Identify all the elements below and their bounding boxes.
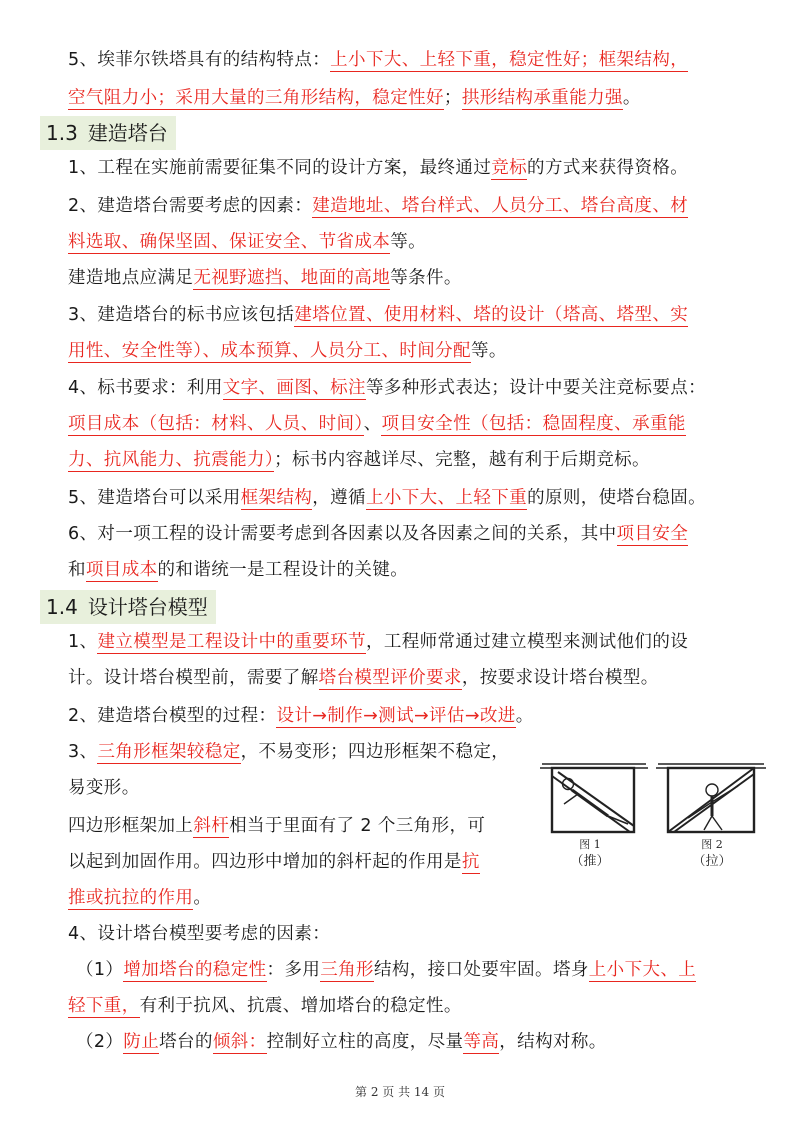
text: ，遵循 <box>312 488 366 508</box>
text: 1、工程在实施前需要征集不同的设计方案，最终通过 <box>68 158 492 178</box>
figure-1-label: 图 1 <box>579 838 601 851</box>
text: 以起到加固作用。四边形中增加的斜杆起的作用是 <box>68 852 462 872</box>
text: 。 <box>193 888 212 908</box>
eiffel-point-line-1 <box>68 48 688 72</box>
text: 等。 <box>470 341 507 361</box>
figure-2-caption: （拉） <box>692 854 732 869</box>
answer-text: 防止 <box>123 1032 160 1052</box>
frame-figure-drawing <box>538 758 768 870</box>
answer-text: 框架结构 <box>240 488 313 508</box>
text: 塔台的 <box>159 1032 213 1052</box>
text: 4、设计塔台模型要考虑的因素： <box>68 924 331 944</box>
text: 6、对一项工程的设计需要考虑到各因素以及各因素之间的关系，其中 <box>68 524 617 544</box>
answer-text: 塔台模型评价要求 <box>318 668 462 688</box>
frame-push-pull-figure <box>538 758 768 870</box>
text: 2、建造塔台模型的过程： <box>68 706 277 726</box>
text: （1） <box>76 960 124 980</box>
item-5-line <box>68 486 706 510</box>
figure-1-caption: （推） <box>570 854 610 869</box>
text: 。 <box>515 706 534 726</box>
text: （2） <box>76 1032 124 1052</box>
answer-text: 等高 <box>463 1032 500 1052</box>
answer-text: 三角形 <box>320 960 374 980</box>
text: 5、埃菲尔铁塔具有的结构特点： <box>68 50 331 70</box>
page-footer: 第 2 页 共 14 页 <box>355 1085 445 1099</box>
text: 的原则，使塔台稳固。 <box>527 488 707 508</box>
design-item-3-line-4 <box>68 850 480 874</box>
design-item-3-line-2 <box>68 776 140 800</box>
answer-text: 建立模型是工程设计中的重要环节 <box>97 632 366 652</box>
item-2-line-2 <box>68 230 426 254</box>
section-title: 建造塔台 <box>87 121 168 145</box>
design-item-4-1-line-2 <box>68 994 462 1018</box>
text: 建造地点应满足 <box>68 268 194 288</box>
design-item-4-2-line <box>76 1030 607 1054</box>
answer-text: 力、抗风能力、抗震能力） <box>68 450 275 470</box>
eiffel-point-line-2 <box>68 86 641 110</box>
item-3-line-2 <box>68 339 507 363</box>
answer-text: 轻下重， <box>68 996 140 1016</box>
text: 易变形。 <box>68 778 140 798</box>
answer-text: 抗 <box>461 852 480 872</box>
text: 等条件。 <box>390 268 462 288</box>
text: 3、 <box>68 742 98 762</box>
figure-2-label: 图 2 <box>701 838 723 851</box>
text: ，不易变形；四边形框架不稳定， <box>240 742 510 762</box>
design-item-3-line-3 <box>68 814 485 838</box>
item-4-line-2 <box>68 412 686 436</box>
text: 1、 <box>68 632 98 652</box>
text: ，按要求设计塔台模型。 <box>461 668 659 688</box>
text: 控制好立柱的高度，尽量 <box>266 1032 464 1052</box>
answer-text: 项目成本（包括：材料、人员、时间） <box>68 414 364 434</box>
text: ：多用 <box>266 960 321 980</box>
answer-text: 项目安全性（包括：稳固程度、承重能 <box>381 414 686 434</box>
item-2-line-1 <box>68 194 688 218</box>
text: 和 <box>68 560 86 580</box>
text: 3、建造塔台的标书应该包括 <box>68 305 295 325</box>
section-heading-1-4 <box>40 590 216 624</box>
answer-text: 设计→制作→测试→评估→改进 <box>276 706 516 726</box>
text: 5、建造塔台可以采用 <box>68 488 241 508</box>
text: 计。设计塔台模型前，需要了解 <box>68 668 319 688</box>
answer-text: 拱形结构承重能力强 <box>461 88 623 108</box>
answer-text: 推或抗拉的作用 <box>68 888 194 908</box>
design-item-1-line-1 <box>68 630 688 654</box>
text: 、 <box>363 414 382 434</box>
answer-text: 斜杆 <box>193 816 230 836</box>
design-item-2-line <box>68 704 534 728</box>
text: 四边形框架加上 <box>68 816 194 836</box>
text: ，结构对称。 <box>499 1032 607 1052</box>
item-6-line-2 <box>68 558 408 582</box>
design-item-4-line <box>68 922 330 946</box>
section-heading-1-3 <box>40 116 176 150</box>
text: 的方式来获得资格。 <box>527 158 689 178</box>
text: ；标书内容越详尽、完整，越有利于后期竞标。 <box>274 450 650 470</box>
section-number: 1.4 <box>46 595 78 619</box>
answer-text: 上小下大、上轻下重，稳定性好；框架结构， <box>330 50 689 70</box>
text: 相当于里面有了 2 个三角形，可 <box>229 816 486 836</box>
item-4-line-1 <box>68 376 706 400</box>
text: 。 <box>622 88 641 108</box>
design-item-3-line-5 <box>68 886 211 910</box>
answer-text: 倾斜： <box>212 1032 267 1052</box>
text: 有利于抗风、抗震、增加塔台的稳定性。 <box>139 996 462 1016</box>
item-1-line <box>68 156 688 180</box>
answer-text: 用性、安全性等）、成本预算、人员分工、时间分配 <box>68 341 471 361</box>
answer-text: 三角形框架较稳定 <box>97 742 241 762</box>
answer-text: 上小下大、上 <box>588 960 697 980</box>
text: ，工程师常通过建立模型来测试他们的设 <box>365 632 689 652</box>
item-6-line-1 <box>68 522 688 546</box>
design-item-4-1-line-1 <box>76 958 696 982</box>
answer-text: 文字、画图、标注 <box>222 378 366 398</box>
answer-text: 竞标 <box>491 158 528 178</box>
answer-text: 项目成本 <box>85 560 158 580</box>
text: 等多种形式表达；设计中要关注竞标要点： <box>365 378 707 398</box>
design-item-3-line-1 <box>68 740 509 764</box>
design-item-1-line-2 <box>68 666 659 690</box>
text: 等。 <box>390 232 427 252</box>
section-number: 1.3 <box>46 121 78 145</box>
answer-text: 建造地址、塔台样式、人员分工、塔台高度、材 <box>312 196 689 216</box>
text: 结构，接口处要牢固。塔身 <box>373 960 589 980</box>
answer-text: 增加塔台的稳定性 <box>123 960 267 980</box>
answer-text: 上小下大、上轻下重 <box>365 488 528 508</box>
text: 的和谐统一是工程设计的关键。 <box>157 560 409 580</box>
item-2-line-3 <box>68 266 462 290</box>
answer-text: 料选取、确保坚固、保证安全、节省成本 <box>68 232 391 252</box>
section-title: 设计塔台模型 <box>87 595 208 619</box>
item-3-line-1 <box>68 303 688 327</box>
answer-text: 建塔位置、使用材料、塔的设计（塔高、塔型、实 <box>294 305 689 325</box>
text: 4、标书要求：利用 <box>68 378 223 398</box>
answer-text: 项目安全 <box>616 524 689 544</box>
answer-text: 无视野遮挡、地面的高地 <box>193 268 391 288</box>
item-4-line-3 <box>68 448 650 472</box>
text: ； <box>443 88 462 108</box>
answer-text: 空气阻力小；采用大量的三角形结构，稳定性好 <box>68 88 444 108</box>
text: 2、建造塔台需要考虑的因素： <box>68 196 313 216</box>
